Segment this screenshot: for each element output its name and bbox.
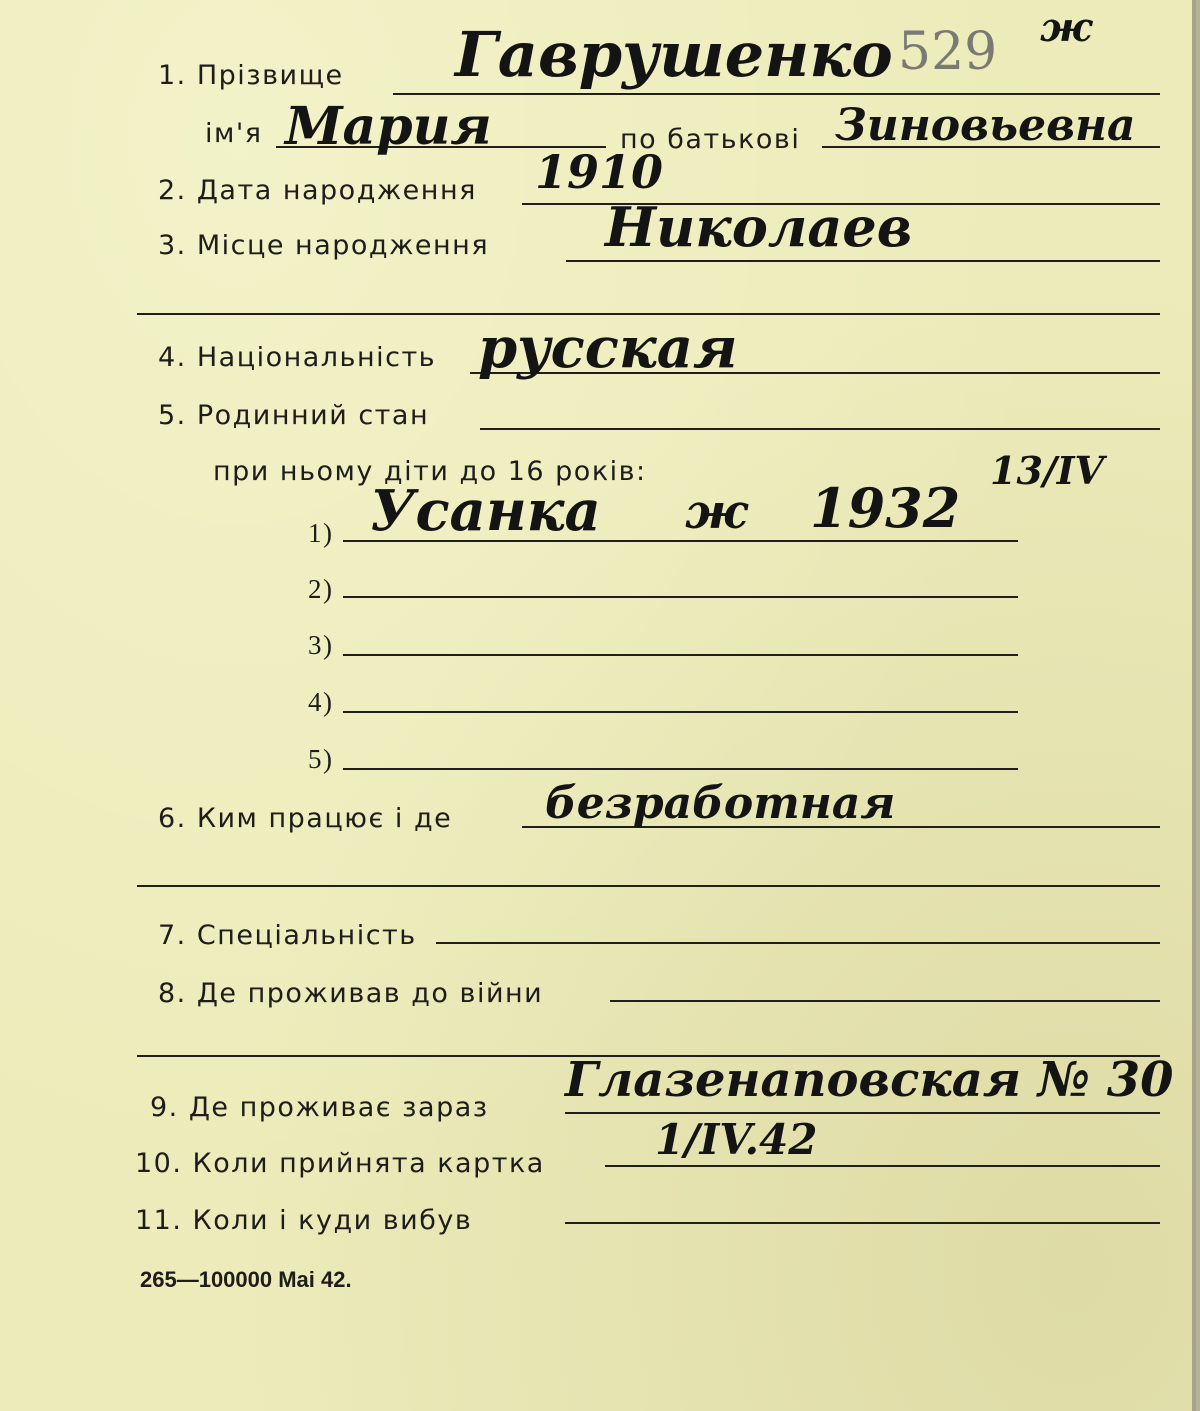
name-value: Мария [285, 96, 492, 157]
field-birthdate-label: 2. Дата народження [158, 175, 477, 206]
child-1-date: 13/IV [990, 448, 1105, 493]
child-3-line [343, 654, 1018, 656]
child-1-year: 1932 [810, 476, 961, 540]
field-work-label: 6. Ким працює і де [158, 803, 453, 834]
current-address-value: Глазенаповская № 30 [565, 1052, 1174, 1108]
field-prewar-line [610, 1000, 1160, 1002]
print-code: 265—100000 Mai 42. [140, 1267, 352, 1292]
field-family-label: 5. Родинний стан [158, 400, 430, 431]
child-4-line [343, 711, 1018, 713]
field-accepted-line [605, 1165, 1160, 1167]
field-nationality-label: 4. Національність [158, 342, 437, 373]
child-4-number: 4) [308, 687, 334, 717]
field-patronymic-label: по батькові [620, 124, 801, 155]
field-specialty-label: 7. Спеціальність [158, 920, 417, 951]
child-1-mark: ж [685, 484, 748, 540]
surname-value: Гаврушенко [455, 18, 893, 91]
child-5-number: 5) [308, 744, 334, 774]
card-number-value: 529 [898, 22, 998, 82]
nationality-value: русская [478, 315, 738, 381]
field-prewar-label: 8. Де проживав до війни [158, 978, 544, 1009]
field-surname-line [393, 93, 1160, 95]
patronymic-value: Зиновьевна [835, 100, 1136, 151]
child-2-line [343, 596, 1018, 598]
card-suffix-value: ж [1040, 4, 1093, 51]
field-birthplace-label: 3. Місце народження [158, 230, 490, 261]
field-name-label: ім'я [205, 118, 263, 149]
child-5-line [343, 768, 1018, 770]
child-2-number: 2) [308, 574, 334, 604]
child-1-number: 1) [308, 518, 334, 548]
child-3-number: 3) [308, 630, 334, 660]
birthplace-value: Николаев [605, 195, 913, 259]
field-departed-line [565, 1222, 1160, 1224]
child-1-name: Усанка [370, 478, 601, 544]
field-current-label: 9. Де проживає зараз [150, 1092, 489, 1123]
birthdate-value: 1910 [535, 145, 664, 199]
field-accepted-label: 10. Коли прийнята картка [135, 1148, 545, 1179]
field-surname-label: 1. Прізвище [158, 60, 344, 91]
field-family-line [480, 428, 1160, 430]
field-children-label: при ньому діти до 16 років: [213, 456, 647, 487]
accepted-date-value: 1/IV.42 [655, 1115, 818, 1164]
field-departed-label: 11. Коли і куди вибув [135, 1205, 473, 1236]
field-specialty-line [436, 942, 1160, 944]
field-current-line [565, 1112, 1160, 1114]
field-birthplace-line [566, 260, 1160, 262]
field-work-extra-line [137, 885, 1160, 887]
work-value: безработная [545, 778, 896, 829]
